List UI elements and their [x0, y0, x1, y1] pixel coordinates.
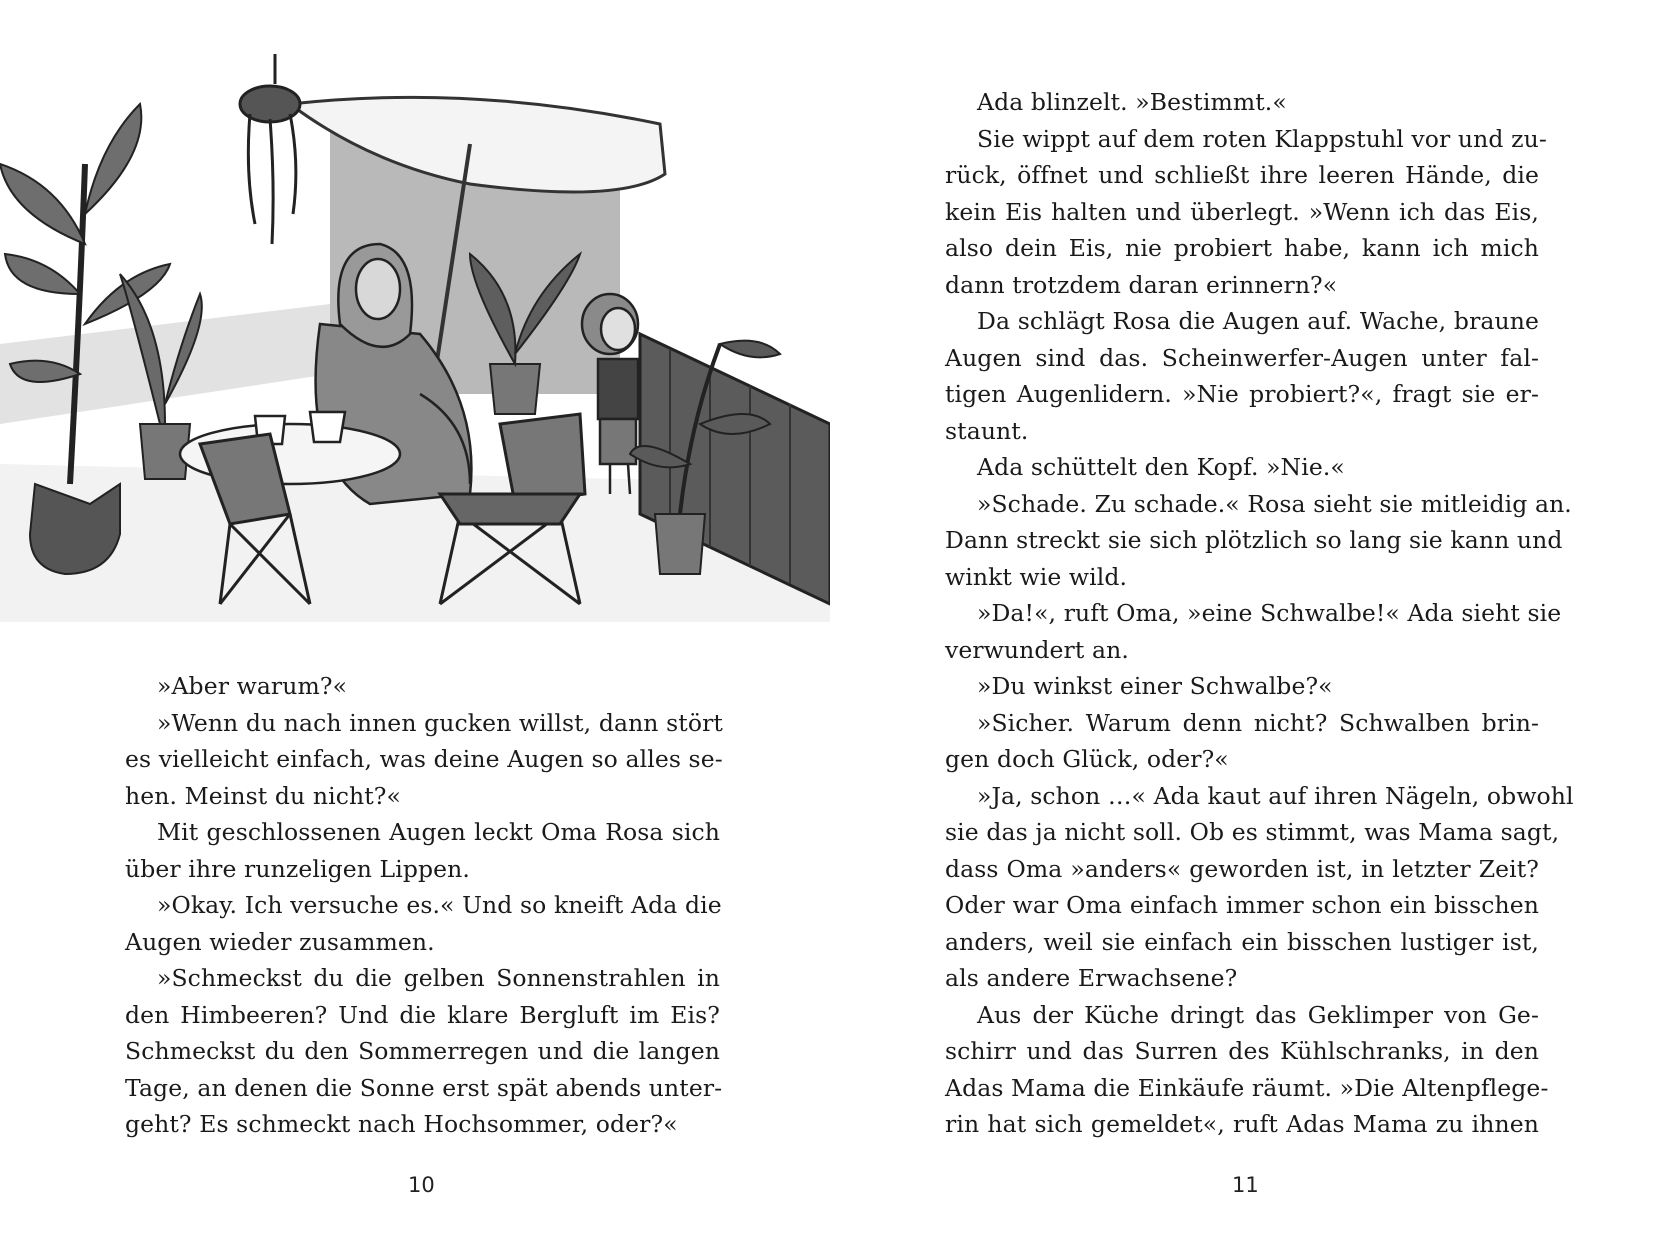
text-line: Aus der Küche dringt das Geklimper von Ge- [977, 1000, 1539, 1029]
text-line: »Du winkst einer Schwalbe?« [977, 672, 1333, 700]
text-line: Mit geschlossenen Augen leckt Oma Rosa sich [157, 818, 720, 846]
text-line: staunt. [945, 416, 1029, 445]
text-line: über ihre runzeligen Lippen. [125, 854, 470, 883]
text-line: anders, weil sie einfach ein bisschen lustiger ist, [945, 927, 1539, 956]
left-page-text [125, 668, 723, 1143]
text-line: »Schade. Zu schade.« Rosa sieht sie mitleidig an. [977, 489, 1572, 518]
text-line: Augen sind das. Scheinwerfer-Augen unter fal- [945, 343, 1539, 372]
text-line: dann trotzdem daran erinnern?« [945, 270, 1338, 299]
text-line: verwundert an. [945, 635, 1129, 664]
text-line: Augen wieder zusammen. [125, 927, 435, 956]
text-line: gen doch Glück, oder?« [945, 745, 1229, 773]
text-line: Schmeckst du den Sommerregen und die langen [125, 1037, 720, 1065]
text-line: kein Eis halten und überlegt. »Wenn ich das Eis, [945, 197, 1539, 226]
text-line: Da schlägt Rosa die Augen auf. Wache, braune [977, 307, 1539, 335]
text-line: also dein Eis, nie probiert habe, kann ich mich [945, 234, 1539, 262]
text-line: den Himbeeren? Und die klare Bergluft im Eis? [125, 1000, 720, 1029]
page-number-left: 10 [408, 1173, 435, 1197]
text-line: Adas Mama die Einkäufe räumt. »Die Altenpflege- [945, 1073, 1549, 1102]
text-line: geht? Es schmeckt nach Hochsommer, oder?« [125, 1110, 678, 1138]
text-line: »Sicher. Warum denn nicht? Schwalben brin- [977, 708, 1539, 737]
text-line: »Okay. Ich versuche es.« Und so kneift Ada die [157, 891, 722, 919]
text-line: winkt wie wild. [945, 562, 1128, 591]
text-line: es vielleicht einfach, was deine Augen so alles se- [125, 745, 723, 773]
text-line: schirr und das Surren des Kühlschranks, in den [945, 1037, 1539, 1065]
text-line: Dann streckt sie sich plötzlich so lang sie kann und [945, 526, 1563, 554]
text-line: Oder war Oma einfach immer schon ein bisschen [945, 891, 1539, 919]
text-line: rin hat sich gemeldet«, ruft Adas Mama zu ihnen [945, 1110, 1539, 1138]
text-line: Ada blinzelt. »Bestimmt.« [977, 88, 1287, 116]
text-line: tigen Augenlidern. »Nie probiert?«, fragt sie er- [945, 380, 1539, 408]
text-line: »Ja, schon …« Ada kaut auf ihren Nägeln, obwohl [977, 781, 1574, 810]
text-line: rück, öffnet und schließt ihre leeren Hände, die [945, 161, 1539, 189]
text-line: Sie wippt auf dem roten Klappstuhl vor und zu- [977, 124, 1547, 153]
text-line: dass Oma »anders« geworden ist, in letzter Zeit? [945, 854, 1539, 883]
text-line: Tage, an denen die Sonne erst spät abends unter- [125, 1073, 723, 1102]
balcony-illustration [0, 44, 830, 622]
right-page-text [945, 84, 1574, 1143]
text-line: »Wenn du nach innen gucken willst, dann stört [157, 708, 723, 737]
text-line: »Schmeckst du die gelben Sonnenstrahlen in [157, 964, 720, 992]
text-line: als andere Erwachsene? [945, 964, 1238, 992]
text-line: »Aber warum?« [157, 672, 348, 700]
text-line: hen. Meinst du nicht?« [125, 781, 401, 810]
page-number-right: 11 [1232, 1173, 1259, 1197]
text-line: »Da!«, ruft Oma, »eine Schwalbe!« Ada sieht sie [977, 599, 1562, 627]
text-line: Ada schüttelt den Kopf. »Nie.« [977, 453, 1345, 481]
text-line: sie das ja nicht soll. Ob es stimmt, was Mama sagt, [945, 818, 1560, 846]
